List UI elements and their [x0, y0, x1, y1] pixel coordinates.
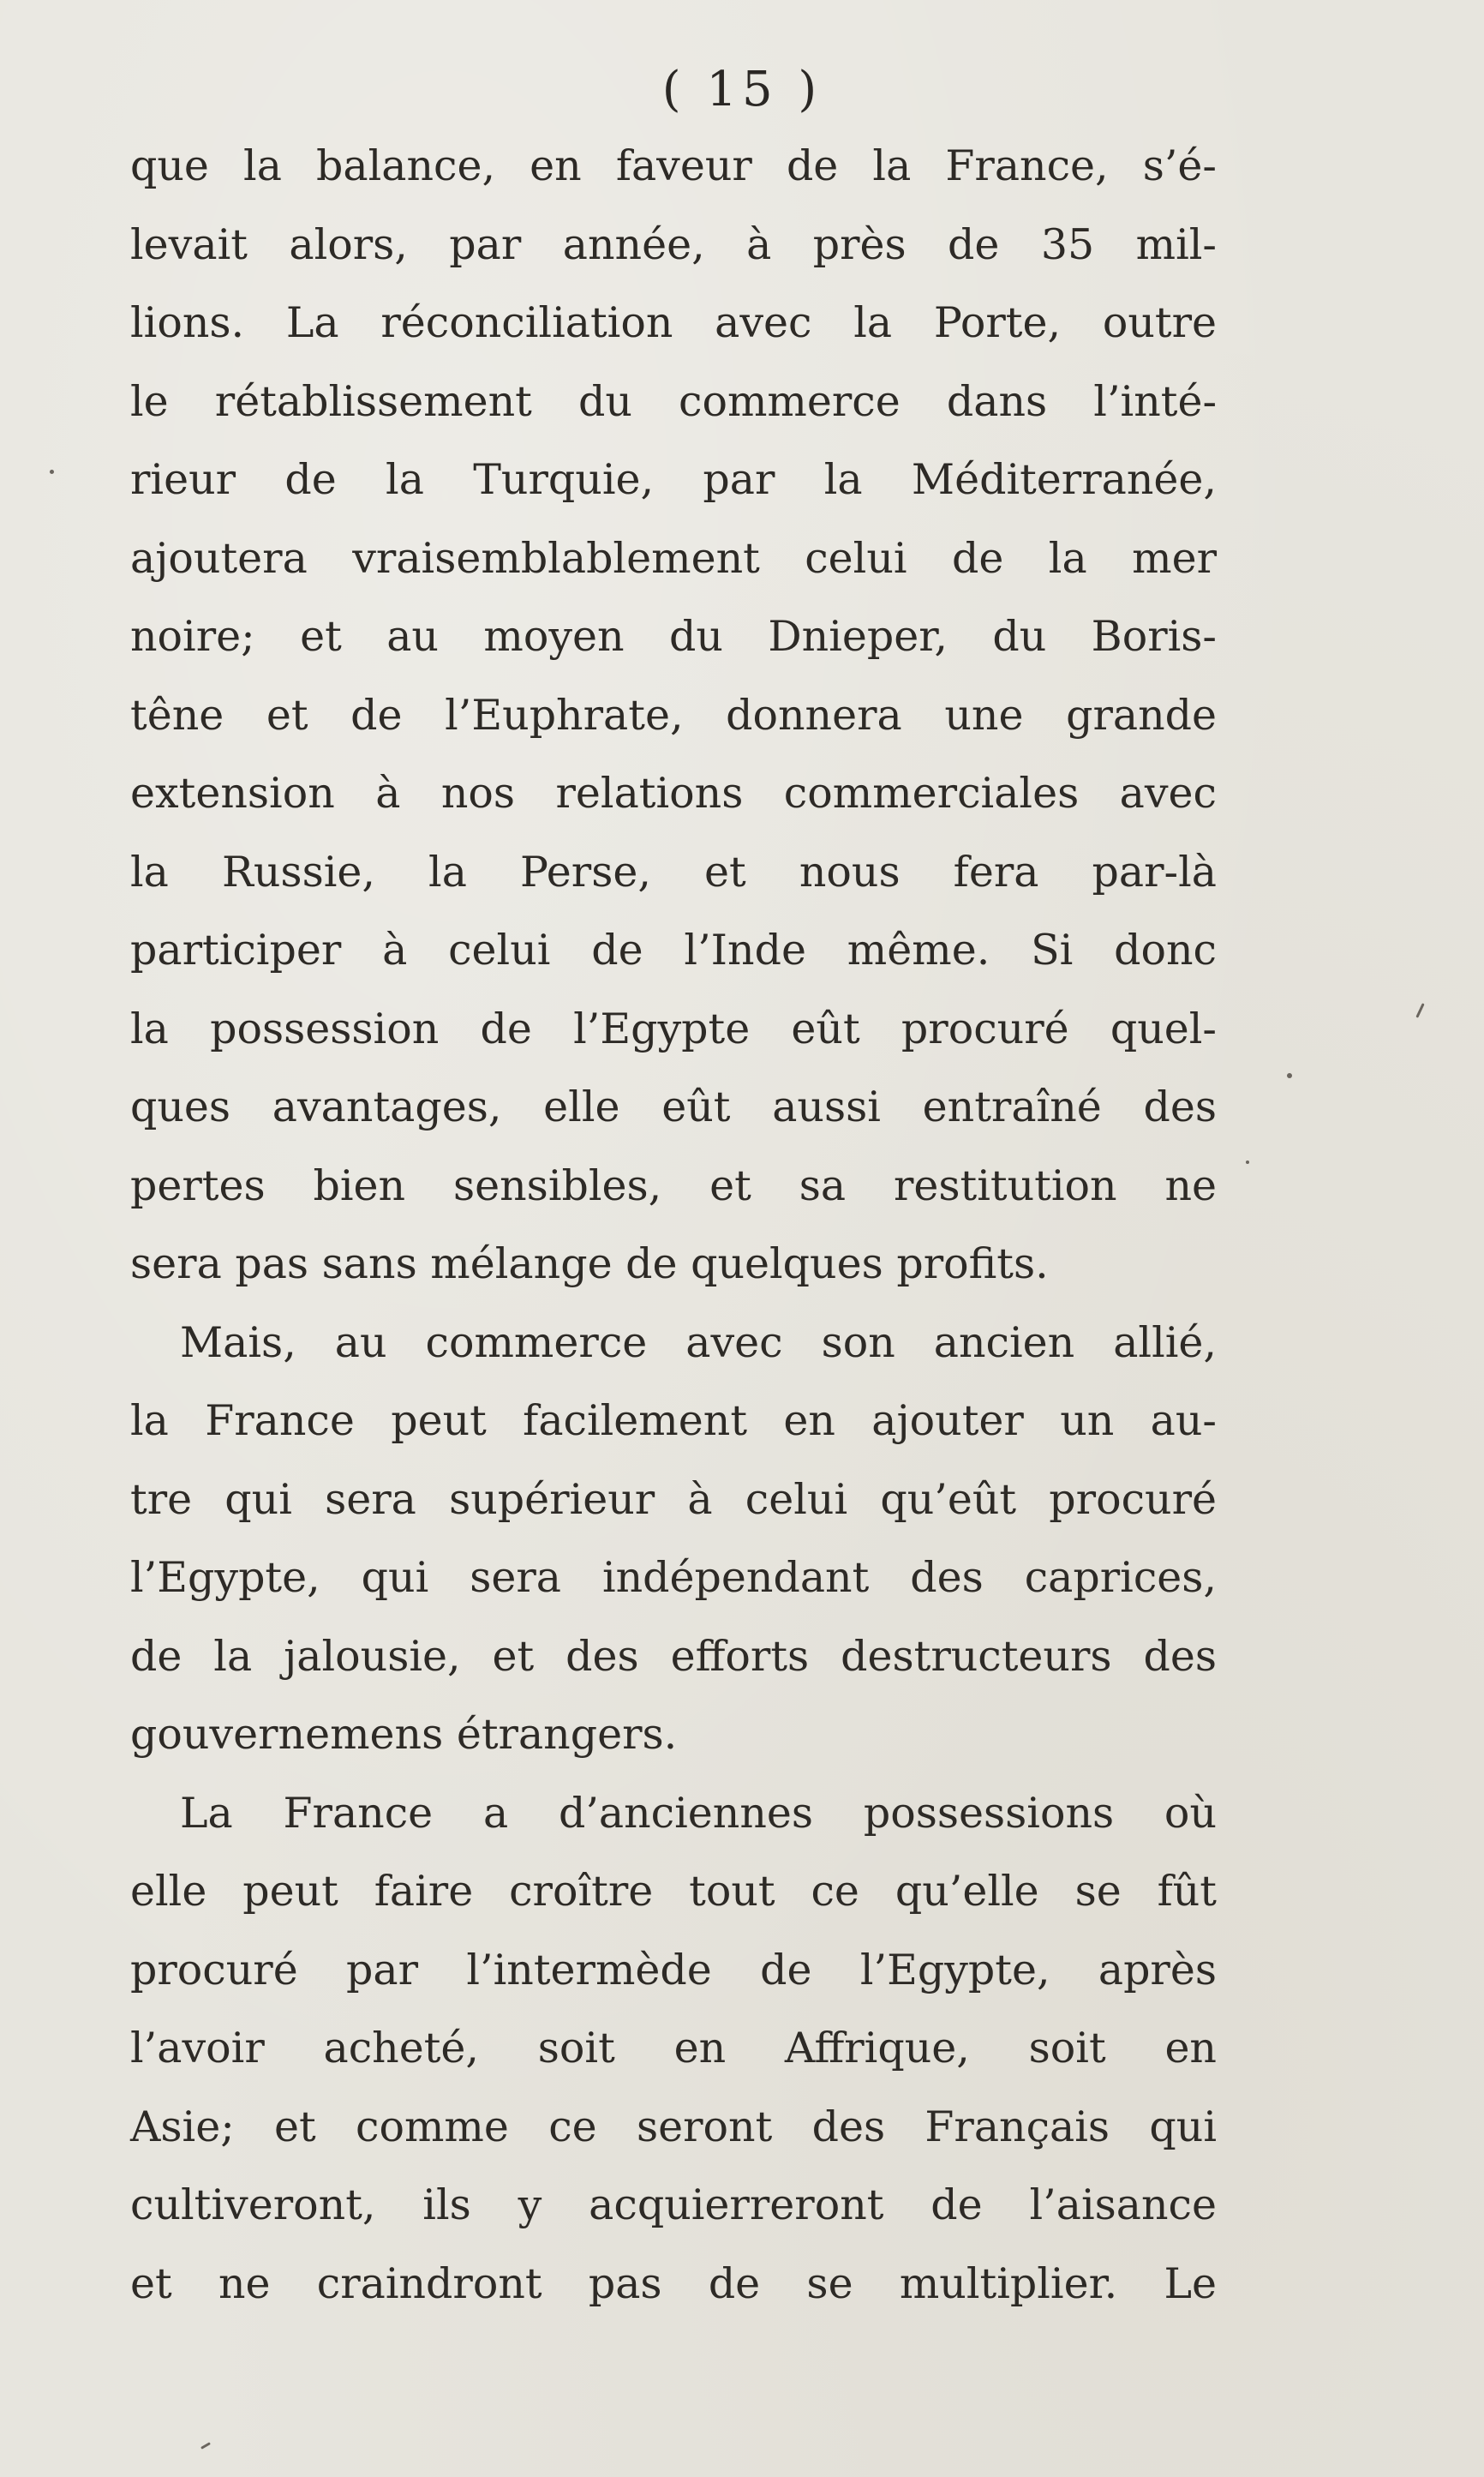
text-line: ques avantages, elle eût aussi entraîné des [130, 1083, 1217, 1131]
paragraph-start-line: La France a d’anciennes possessions où [180, 1788, 1217, 1838]
text-line: que la balance, en faveur de la France, s’é- [130, 141, 1217, 190]
paragraph-start-line: Mais, au commerce avec son ancien allié, [180, 1317, 1217, 1367]
paper-speck [50, 470, 54, 474]
body-text [130, 127, 1217, 2323]
text-line: noire; et au moyen du Dnieper, du Boris- [130, 612, 1217, 661]
page-number: ( 15 ) [661, 62, 823, 117]
paper-speck [1415, 1003, 1424, 1018]
paper-speck [200, 2442, 211, 2450]
text-line: la France peut facilement en ajouter un au- [130, 1396, 1217, 1445]
text-line: lions. La réconciliation avec la Porte, outre [130, 298, 1217, 347]
text-line: sera pas sans mélange de quelques profits. [130, 1239, 1049, 1288]
text-line: de la jalousie, et des efforts destructeurs des [130, 1631, 1217, 1681]
text-line: le rétablissement du commerce dans l’inté- [130, 376, 1217, 426]
text-line: levait alors, par année, à près de 35 mil- [130, 219, 1217, 269]
text-line: rieur de la Turquie, par la Méditerranée, [130, 455, 1217, 504]
text-line: Asie; et comme ce seront des Français qui [130, 2102, 1217, 2151]
text-line: extension à nos relations commerciales avec [130, 769, 1217, 818]
text-line: têne et de l’Euphrate, donnera une grande [130, 690, 1217, 740]
text-line: l’avoir acheté, soit en Affrique, soit en [130, 2024, 1217, 2072]
paper-speck [1246, 1161, 1249, 1164]
text-line: ajoutera vraisemblablement celui de la mer [130, 533, 1217, 583]
text-line: tre qui sera supérieur à celui qu’eût procuré [130, 1474, 1217, 1524]
text-line: pertes bien sensibles, et sa restitution ne [130, 1161, 1217, 1210]
text-line: et ne craindront pas de se multiplier. Le [130, 2258, 1217, 2308]
text-line: gouvernemens étrangers. [130, 1710, 678, 1759]
text-line: la possession de l’Egypte eût procuré quel- [130, 1004, 1217, 1053]
text-line: procuré par l’intermède de l’Egypte, après [130, 1945, 1217, 1994]
text-line: l’Egypte, qui sera indépendant des caprices, [130, 1553, 1217, 1602]
paper-speck [1287, 1073, 1292, 1078]
text-line: elle peut faire croître tout ce qu’elle se fût [130, 1867, 1217, 1916]
text-line: cultiveront, ils y acquierreront de l’aisance [130, 2180, 1217, 2229]
text-line: participer à celui de l’Inde même. Si donc [130, 926, 1217, 975]
text-line: la Russie, la Perse, et nous fera par-là [130, 847, 1217, 897]
